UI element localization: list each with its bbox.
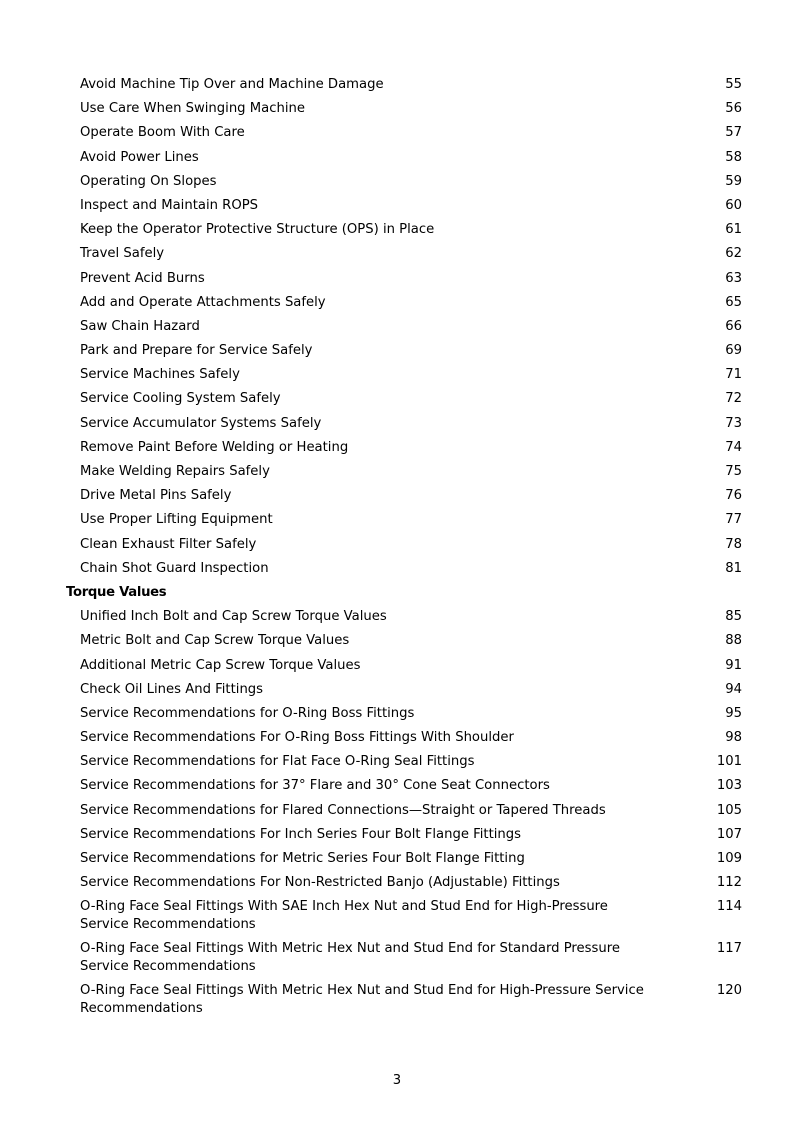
toc-entry[interactable] bbox=[0, 221, 794, 239]
toc-entry[interactable] bbox=[0, 149, 794, 167]
toc-entry-page-number: 58 bbox=[725, 149, 742, 165]
toc-entry[interactable] bbox=[0, 560, 794, 578]
toc-entry[interactable] bbox=[0, 100, 794, 118]
toc-entry[interactable] bbox=[0, 463, 794, 481]
toc-entry-page-number: 88 bbox=[725, 633, 742, 649]
toc-entry[interactable] bbox=[0, 982, 794, 1018]
toc-entry[interactable] bbox=[0, 415, 794, 433]
toc-entry[interactable] bbox=[0, 197, 794, 215]
toc-entry-page-number: 101 bbox=[716, 754, 742, 770]
toc-entry-page-number: 61 bbox=[725, 222, 742, 238]
toc-entry-page-number: 95 bbox=[725, 705, 742, 721]
toc-entry-title: Prevent Acid Burns bbox=[80, 270, 205, 286]
toc-entry-page-number: 78 bbox=[725, 536, 742, 552]
table-of-contents bbox=[0, 76, 794, 1024]
toc-entry-title: Use Proper Lifting Equipment bbox=[80, 512, 273, 528]
toc-entry-page-number: 75 bbox=[725, 464, 742, 479]
toc-entry-page-number: 103 bbox=[716, 778, 742, 794]
toc-entry-title: Service Recommendations for Metric Series Four Bolt Flange Fitting bbox=[80, 851, 525, 866]
toc-entry[interactable] bbox=[0, 536, 794, 554]
toc-entry-title: Service Recommendations For Inch Series Four Bolt Flange Fittings bbox=[80, 826, 522, 842]
toc-entry-title: Keep the Operator Protective Structure (OPS) in Place bbox=[80, 222, 435, 238]
toc-entry-page-number: 81 bbox=[725, 560, 742, 576]
toc-entry-page-number: 59 bbox=[725, 173, 742, 189]
toc-entry-title: Park and Prepare for Service Safely bbox=[80, 343, 313, 359]
toc-entry-page-number: 69 bbox=[725, 343, 742, 359]
toc-entry-page-number: 56 bbox=[725, 101, 742, 117]
toc-entry[interactable] bbox=[0, 342, 794, 360]
toc-entry[interactable] bbox=[0, 874, 794, 892]
toc-entry[interactable] bbox=[0, 294, 794, 312]
toc-entry[interactable] bbox=[0, 245, 794, 263]
toc-entry[interactable] bbox=[0, 270, 794, 288]
toc-entry[interactable] bbox=[0, 487, 794, 505]
toc-entry-title: Saw Chain Hazard bbox=[80, 318, 200, 334]
toc-entry-page-number: 57 bbox=[725, 125, 742, 141]
toc-entry-title: Use Care When Swinging Machine bbox=[80, 101, 305, 117]
toc-entry-page-number: 98 bbox=[725, 730, 742, 746]
toc-entry-title: Service Recommendations For Non-Restricted Banjo (Adjustable) Fittings bbox=[80, 875, 560, 891]
toc-entry-page-number: 60 bbox=[725, 197, 742, 213]
toc-entry-title: O-Ring Face Seal Fittings With Metric Hex Nut and Stud End for Standard Pressure Service Recommendations bbox=[80, 941, 621, 975]
toc-entry-title: Inspect and Maintain ROPS bbox=[80, 197, 259, 213]
toc-entry[interactable] bbox=[0, 850, 794, 868]
toc-entry-page-number: 109 bbox=[716, 851, 742, 866]
toc-entry-page-number: 107 bbox=[716, 826, 742, 842]
toc-entry-title: Service Recommendations for Flared Connections—Straight or Tapered Threads bbox=[80, 802, 606, 818]
toc-entry-page-number: 65 bbox=[725, 294, 742, 310]
toc-entry-page-number: 120 bbox=[716, 983, 742, 999]
toc-entry-title: Make Welding Repairs Safely bbox=[80, 464, 270, 479]
toc-entry-title: Operating On Slopes bbox=[80, 173, 217, 189]
toc-entry[interactable] bbox=[0, 318, 794, 336]
toc-entry-title: Service Machines Safely bbox=[80, 367, 240, 383]
toc-entry-title: Service Recommendations for O-Ring Boss Fittings bbox=[80, 705, 415, 721]
toc-entry-page-number: 76 bbox=[725, 488, 742, 504]
toc-entry[interactable] bbox=[0, 940, 794, 976]
toc-entry-title: Clean Exhaust Filter Safely bbox=[80, 536, 257, 552]
toc-entry-page-number: 85 bbox=[725, 609, 742, 625]
section-heading: Torque Values bbox=[66, 584, 167, 600]
toc-entry-page-number: 105 bbox=[716, 802, 742, 818]
toc-entry-title: Chain Shot Guard Inspection bbox=[80, 560, 269, 576]
toc-entry-page-number: 63 bbox=[725, 270, 742, 286]
toc-entry-page-number: 77 bbox=[725, 512, 742, 528]
toc-entry-title: Remove Paint Before Welding or Heating bbox=[80, 439, 349, 455]
toc-entry[interactable] bbox=[0, 777, 794, 795]
toc-entry-page-number: 72 bbox=[725, 391, 742, 407]
toc-entry[interactable] bbox=[0, 657, 794, 675]
toc-entry-page-number: 117 bbox=[716, 941, 742, 957]
toc-entry-page-number: 114 bbox=[716, 899, 742, 915]
toc-entry-page-number: 74 bbox=[725, 439, 742, 455]
toc-entry[interactable] bbox=[0, 826, 794, 844]
toc-entry-title: Metric Bolt and Cap Screw Torque Values bbox=[80, 633, 350, 649]
toc-entry-title: Service Cooling System Safely bbox=[80, 391, 281, 407]
toc-entry-page-number: 62 bbox=[725, 246, 742, 262]
toc-entry-page-number: 71 bbox=[725, 367, 742, 383]
toc-entry[interactable] bbox=[0, 511, 794, 529]
toc-entry-title: O-Ring Face Seal Fittings With Metric Hex Nut and Stud End for High-Pressure Service Recommendations bbox=[80, 983, 644, 1017]
toc-entry-title: Add and Operate Attachments Safely bbox=[80, 294, 326, 310]
toc-entry[interactable] bbox=[0, 608, 794, 626]
toc-entry[interactable] bbox=[0, 76, 794, 94]
toc-entry-title: Travel Safely bbox=[80, 246, 165, 262]
toc-entry[interactable] bbox=[0, 632, 794, 650]
toc-entry-page-number: 112 bbox=[716, 875, 742, 891]
toc-entry-title: Operate Boom With Care bbox=[80, 125, 245, 141]
toc-entry[interactable] bbox=[0, 705, 794, 723]
page-number: 3 bbox=[392, 1073, 402, 1088]
toc-entry-title: Unified Inch Bolt and Cap Screw Torque Values bbox=[80, 609, 387, 625]
toc-entry-page-number: 66 bbox=[725, 318, 742, 334]
toc-entry-title: Service Recommendations For O-Ring Boss Fittings With Shoulder bbox=[80, 730, 514, 746]
toc-group-torque-values bbox=[0, 608, 794, 1018]
toc-entry[interactable] bbox=[0, 173, 794, 191]
toc-entry-title: Service Accumulator Systems Safely bbox=[80, 415, 322, 431]
toc-entry-title: Avoid Machine Tip Over and Machine Damage bbox=[80, 77, 384, 92]
toc-entry[interactable] bbox=[0, 439, 794, 457]
toc-entry[interactable] bbox=[0, 681, 794, 699]
toc-entry[interactable] bbox=[0, 898, 794, 934]
toc-entry-page-number: 91 bbox=[725, 657, 742, 673]
toc-entry-title: Service Recommendations for 37° Flare and 30° Cone Seat Connectors bbox=[80, 778, 550, 794]
toc-entry[interactable] bbox=[0, 729, 794, 747]
toc-group-safety bbox=[0, 76, 794, 578]
toc-entry[interactable] bbox=[0, 753, 794, 771]
toc-entry[interactable] bbox=[0, 390, 794, 408]
toc-entry-title: Avoid Power Lines bbox=[80, 149, 199, 165]
toc-entry-title: O-Ring Face Seal Fittings With SAE Inch Hex Nut and Stud End for High-Pressure Service Recommendations bbox=[80, 899, 608, 933]
toc-entry[interactable] bbox=[0, 802, 794, 820]
toc-entry-title: Additional Metric Cap Screw Torque Values bbox=[80, 657, 361, 673]
toc-entry-title: Service Recommendations for Flat Face O-Ring Seal Fittings bbox=[80, 754, 475, 770]
toc-entry[interactable] bbox=[0, 366, 794, 384]
toc-entry[interactable] bbox=[0, 124, 794, 142]
toc-entry-page-number: 55 bbox=[725, 77, 742, 92]
toc-entry-page-number: 94 bbox=[725, 681, 742, 697]
toc-entry-title: Drive Metal Pins Safely bbox=[80, 488, 232, 504]
toc-entry-page-number: 73 bbox=[725, 415, 742, 431]
toc-entry-title: Check Oil Lines And Fittings bbox=[80, 681, 264, 697]
